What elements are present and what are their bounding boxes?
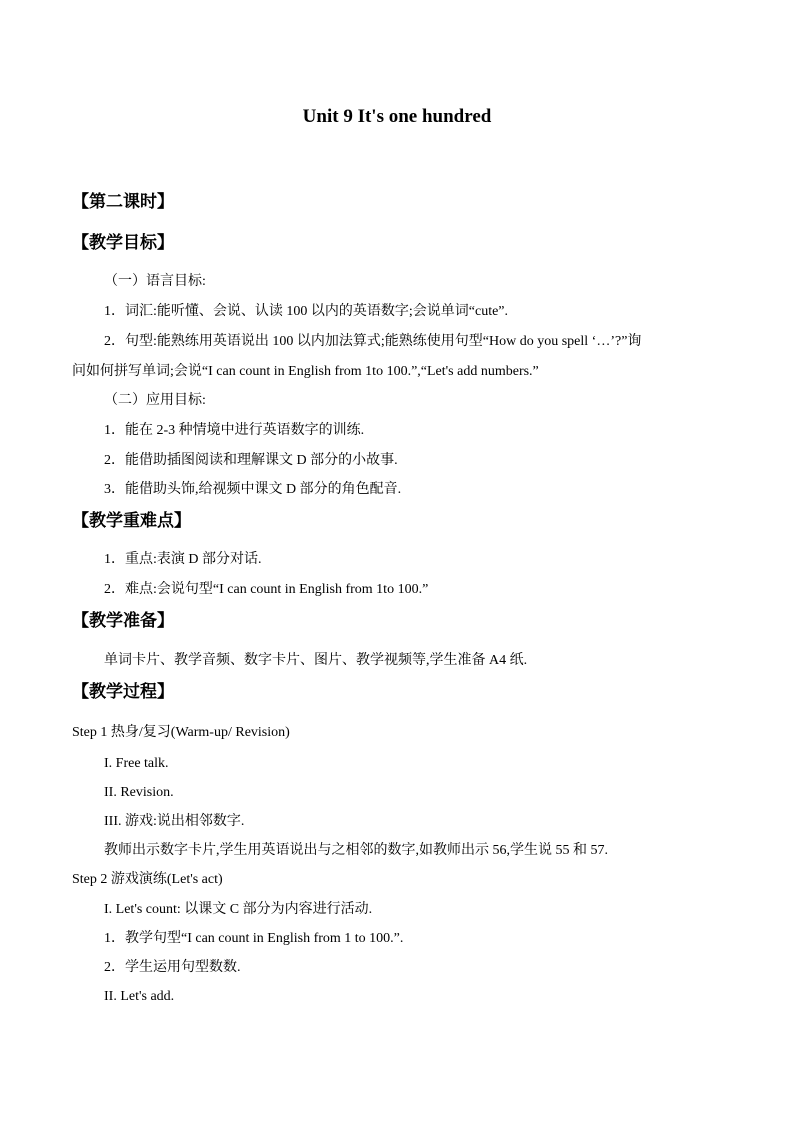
step-2-item-1: I. Let's count: 以课文 C 部分为内容进行活动. bbox=[104, 902, 373, 917]
language-objectives-heading: （一）语言目标: bbox=[104, 274, 206, 289]
step-1-item-1: I. Free talk. bbox=[104, 756, 169, 771]
objectives-heading: 【教学目标】 bbox=[72, 233, 174, 252]
vocab-objective: 1．词汇:能听懂、会说、认读 100 以内的英语数字;会说单词“cute”. bbox=[104, 304, 509, 319]
document-title: Unit 9 It's one hundred bbox=[302, 106, 492, 127]
step-2-item-1a: 1．教学句型“I can count in English from 1 to 100.”. bbox=[104, 931, 404, 946]
key-point-2: 2．难点:会说句型“I can count in English from 1to 100.” bbox=[104, 582, 429, 597]
application-objectives-heading: （二）应用目标: bbox=[104, 393, 206, 408]
lesson-label: 【第二课时】 bbox=[72, 192, 174, 211]
step-1-heading: Step 1 热身/复习(Warm-up/ Revision) bbox=[72, 725, 290, 740]
step-2-heading: Step 2 游戏演练(Let's act) bbox=[72, 872, 223, 887]
step-1-item-3-description: 教师出示数字卡片,学生用英语说出与之相邻的数字,如教师出示 56,学生说 55 和 57. bbox=[104, 843, 608, 858]
step-1-item-3: III. 游戏:说出相邻数字. bbox=[104, 814, 245, 829]
application-objective-3: 3．能借助头饰,给视频中课文 D 部分的角色配音. bbox=[104, 482, 402, 497]
key-point-1: 1．重点:表演 D 部分对话. bbox=[104, 552, 262, 567]
process-heading: 【教学过程】 bbox=[72, 682, 174, 701]
preparation-text: 单词卡片、教学音频、数字卡片、图片、教学视频等,学生准备 A4 纸. bbox=[104, 653, 528, 668]
step-1-item-2: II. Revision. bbox=[104, 785, 174, 800]
step-2-item-2: II. Let's add. bbox=[104, 989, 175, 1004]
sentence-objective-line-2: 问如何拼写单词;会说“I can count in English from 1to 100.”,“Let's add numbers.” bbox=[72, 364, 539, 379]
application-objective-2: 2．能借助插图阅读和理解课文 D 部分的小故事. bbox=[104, 453, 398, 468]
step-2-item-1b: 2．学生运用句型数数. bbox=[104, 960, 241, 975]
sentence-objective-line-1: 2．句型:能熟练用英语说出 100 以内加法算式;能熟练使用句型“How do you spell ‘…’?”询 bbox=[104, 334, 642, 349]
key-points-heading: 【教学重难点】 bbox=[72, 511, 191, 530]
preparation-heading: 【教学准备】 bbox=[72, 611, 174, 630]
application-objective-1: 1．能在 2-3 种情境中进行英语数字的训练. bbox=[104, 423, 365, 438]
